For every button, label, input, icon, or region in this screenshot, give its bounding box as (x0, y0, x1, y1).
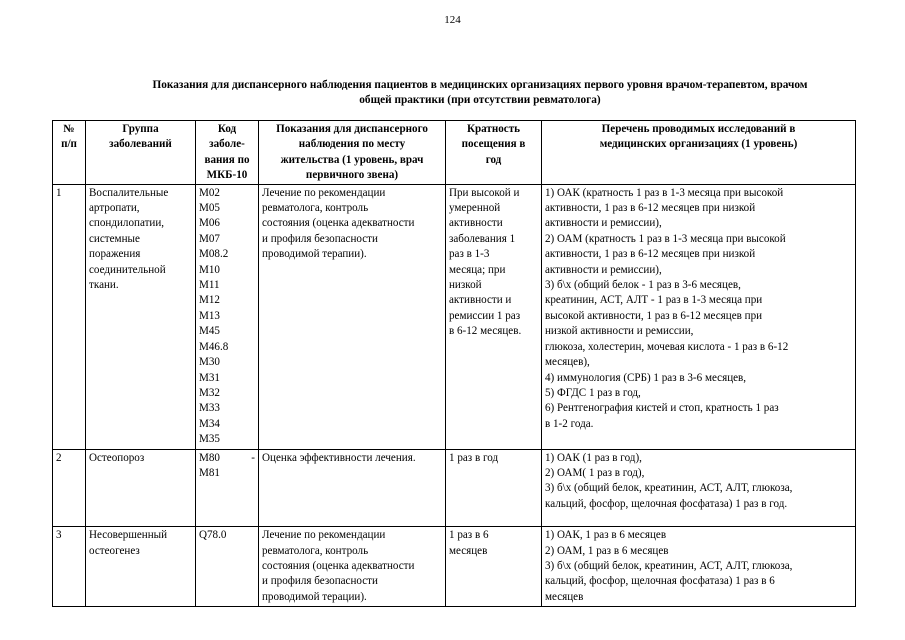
text-line: поражения (89, 248, 141, 261)
cell-group (86, 449, 196, 527)
text-line: соединительной (89, 263, 166, 276)
text-line: жительства (1 уровень, врач (280, 153, 424, 166)
text-line: Кратность (466, 123, 521, 135)
text-line: M11 (199, 279, 220, 292)
text-line: низкой активности и ремиссии, (545, 325, 694, 338)
text-line: № (63, 123, 75, 135)
text-line: креатинин, АСТ, АЛТ - 1 раз в 1-3 месяца при (545, 294, 763, 307)
text-line: Несовершенный (89, 529, 168, 542)
text-line: ревматолога, контроль (262, 544, 369, 557)
text-line: кальций, фосфор, щелочная фосфатаза) 1 раз в 6 (545, 575, 775, 588)
header-research (542, 121, 856, 185)
cell-indications (259, 449, 446, 527)
text-line: 1) ОАК, 1 раз в 6 месяцев (545, 529, 667, 542)
text-line: низкой (449, 279, 482, 292)
text-line: заболе- (209, 138, 245, 151)
text-line: посещения в (461, 138, 526, 151)
text-line: При высокой и (449, 186, 520, 199)
header-row (53, 121, 856, 185)
text-line: M06 (199, 217, 220, 230)
text-line: M02 (199, 186, 220, 199)
text-line: месяцев), (545, 356, 590, 369)
cell-indications (259, 184, 446, 449)
cell-num: 2 (53, 449, 86, 527)
text-line: остеогенез (89, 544, 140, 557)
text-line: 2) ОАМ( 1 раз в год), (545, 466, 645, 479)
text-line: 1 раз в год (449, 451, 499, 464)
cell-group (86, 184, 196, 449)
cell-research (542, 449, 856, 527)
text-line: активности и ремиссии), (545, 217, 662, 230)
text-line: раз в 1-3 (449, 248, 490, 261)
text-line: 1 раз в 6 (449, 529, 489, 542)
cell-codes (196, 184, 259, 449)
text-line: наблюдения по месту (298, 138, 406, 151)
text-line: M32 (199, 386, 220, 399)
text-line: M31 (199, 371, 220, 384)
text-line: M12 (199, 294, 220, 307)
document-title (95, 78, 865, 108)
cell-indications (259, 527, 446, 607)
page-number: 124 (444, 14, 461, 26)
cell-codes (196, 449, 259, 527)
text-line: 2) ОАМ, 1 раз в 6 месяцев (545, 544, 669, 557)
cell-num: 1 (53, 184, 86, 449)
table-row (53, 449, 856, 527)
text-line: год (485, 153, 502, 166)
text-line: 3) б\х (общий белок, креатинин, АСТ, АЛТ, глюкоза, (545, 559, 793, 572)
text-line: активности и (449, 294, 512, 307)
cell-frequency (446, 527, 542, 607)
text-line: Воспалительные (89, 186, 169, 199)
code-dash: - (251, 451, 255, 464)
header-frequency (446, 121, 542, 185)
text-line: артропати, (89, 202, 140, 215)
text-line: активности, 1 раз в 6-12 месяцев при низкой (545, 248, 756, 261)
text-line: высокой активности, 1 раз в 6-12 месяцев при (545, 309, 763, 322)
text-line: ревматолога, контроль (262, 202, 369, 215)
text-line: месяца; при (449, 263, 506, 276)
header-group (86, 121, 196, 185)
text-line: в 1-2 года. (545, 417, 594, 430)
text-line: 2) ОАМ (кратность 1 раз в 1-3 месяца при высокой (545, 232, 786, 245)
text-line: 3) б\х (общий белок, креатинин, АСТ, АЛТ, глюкоза, (545, 482, 793, 495)
text-line: M35 (199, 433, 220, 446)
text-line: проводимой терапии). (262, 248, 367, 261)
cell-group (86, 527, 196, 607)
text-line: Перечень проводимых исследований в (601, 123, 796, 135)
text-line: M10 (199, 263, 220, 276)
cell-frequency (446, 184, 542, 449)
text-line: M30 (199, 356, 220, 369)
cell-research (542, 184, 856, 449)
text-line: активности и ремиссии), (545, 263, 662, 276)
text-line: 6) Рентгенография кистей и стоп, кратность 1 раз (545, 402, 779, 415)
text-line: в 6-12 месяцев. (449, 325, 522, 338)
cell-codes (196, 527, 259, 607)
text-line: глюкоза, холестерин, мочевая кислота - 1 раз в 6-12 (545, 340, 789, 353)
text-line: Q78.0 (199, 529, 227, 542)
text-line: заболевания 1 (449, 232, 516, 245)
header-num (53, 121, 86, 185)
text-line: Лечение по рекомендации (262, 186, 386, 199)
text-line: системные (89, 232, 140, 245)
text-line: M07 (199, 232, 220, 245)
table-row (53, 184, 856, 449)
text-line: умеренной (449, 202, 501, 215)
text-line: M34 (199, 417, 220, 430)
text-line: кальций, фосфор, щелочная фосфатаза) 1 раз в год. (545, 497, 788, 510)
text-line: Оценка эффективности лечения. (262, 451, 416, 464)
header-indications (259, 121, 446, 185)
text-line: 1) ОАК (кратность 1 раз в 1-3 месяца при высокой (545, 186, 784, 199)
text-line: состояния (оценка адекватности (262, 217, 415, 230)
text-line: Остеопороз (89, 451, 145, 464)
cell-research (542, 527, 856, 607)
text-line: МКБ-10 (206, 169, 248, 182)
text-line: активности, 1 раз в 6-12 месяцев при низкой (545, 202, 756, 215)
text-line: 3) б\х (общий белок - 1 раз в 3-6 месяцев, (545, 279, 741, 292)
text-line: ткани. (89, 279, 119, 292)
header-code (196, 121, 259, 185)
cell-frequency (446, 449, 542, 527)
cell-num: 3 (53, 527, 86, 607)
text-line: M45 (199, 325, 220, 338)
text-line: ремиссии 1 раз (449, 309, 521, 322)
text-line: M33 (199, 402, 220, 415)
text-line: проводимой терации). (262, 590, 367, 603)
text-line: Показания для диспансерного (276, 123, 428, 135)
text-line: Группа (122, 123, 159, 135)
text-line: и профиля безопасности (262, 575, 378, 588)
text-line: первичного звена) (305, 169, 399, 182)
code-value: M80 (199, 451, 220, 464)
text-line: M05 (199, 202, 220, 215)
text-line: M46.8 (199, 340, 229, 353)
text-line: месяцев (545, 590, 584, 603)
text-line: п/п (61, 138, 77, 151)
text-line: состояния (оценка адекватности (262, 559, 415, 572)
text-line: заболеваний (109, 138, 172, 151)
title-line: Показания для диспансерного наблюдения пациентов в медицинских организациях первого уровня врачом-терапевтом, врачом (152, 79, 808, 91)
text-line: M08.2 (199, 248, 229, 261)
text-line: Лечение по рекомендации (262, 529, 386, 542)
text-line: медицинских организациях (1 уровень) (599, 138, 798, 151)
text-line: активности (449, 217, 503, 230)
text-line: спондилопатии, (89, 217, 165, 230)
title-line: общей практики (при отсутствии ревматолога) (359, 94, 601, 106)
text-line: месяцев (449, 544, 488, 557)
text-line: 5) ФГДС 1 раз в год, (545, 386, 641, 399)
observation-table (52, 120, 856, 607)
text-line: 4) иммунология (СРБ) 1 раз в 3-6 месяцев, (545, 371, 747, 384)
text-line: вания по (204, 153, 250, 166)
text-line: M13 (199, 309, 220, 322)
text-line: и профиля безопасности (262, 232, 378, 245)
table-row (53, 527, 856, 607)
text-line: Код (217, 123, 237, 135)
code-value: M81 (199, 466, 220, 479)
text-line: 1) ОАК (1 раз в год), (545, 451, 642, 464)
